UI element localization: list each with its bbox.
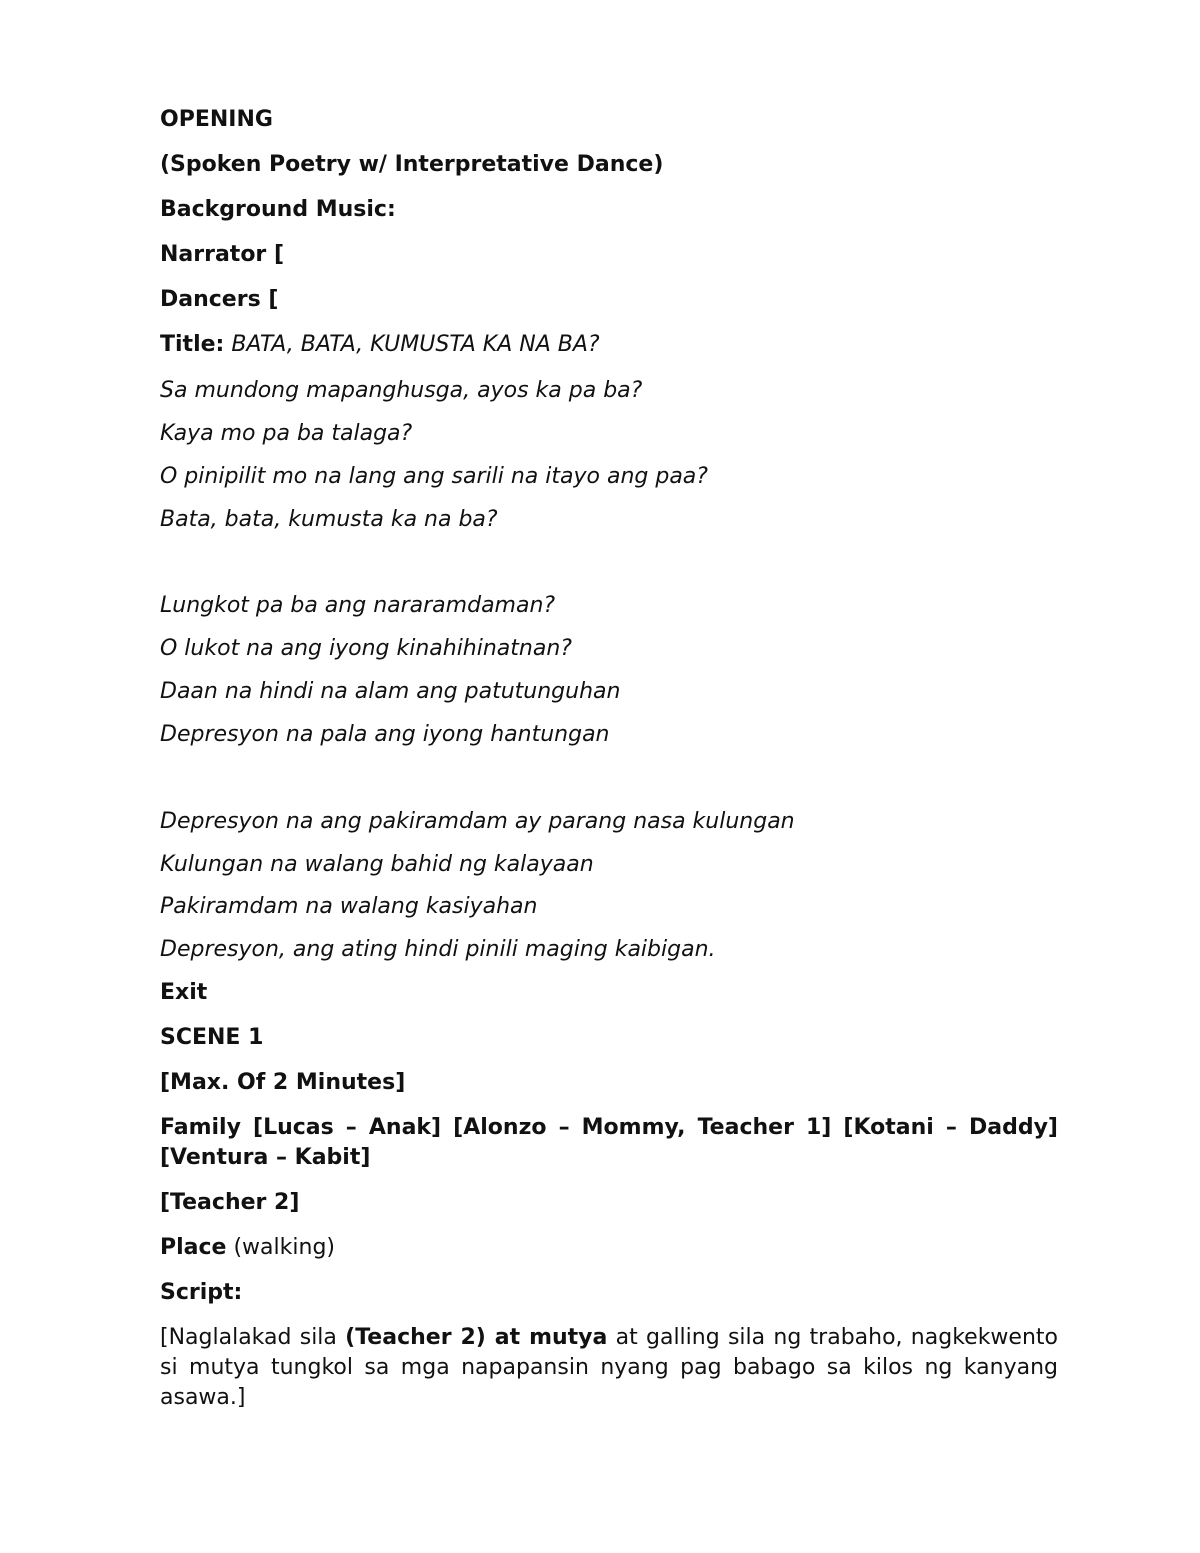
background-music-label: Background Music: bbox=[160, 197, 396, 222]
script-rest: at galling sila ng trabaho, nagkekwento si mutya tungkol sa mga napapansin nyang pag babago sa kilos ng kanyang asawa.] bbox=[160, 1325, 1058, 1410]
opening-subheading: (Spoken Poetry w/ Interpretative Dance) bbox=[160, 152, 664, 177]
narrator-label: Narrator [ bbox=[160, 242, 284, 267]
poem-line: Depresyon, ang ating hindi pinili maging kaibigan. bbox=[160, 937, 716, 962]
scene1-duration: [Max. Of 2 Minutes] bbox=[160, 1070, 406, 1095]
scene1-heading: SCENE 1 bbox=[160, 1025, 264, 1050]
exit-label: Exit bbox=[160, 980, 208, 1005]
document-page bbox=[160, 0, 1058, 1553]
scene1-teacher2: [Teacher 2] bbox=[160, 1190, 300, 1215]
title-label: Title: bbox=[160, 332, 225, 357]
poem-title: BATA, BATA, KUMUSTA KA NA BA? bbox=[231, 332, 600, 357]
script-open: [Naglalakad sila bbox=[160, 1325, 346, 1350]
poem-line: Daan na hindi na alam ang patutunguhan bbox=[160, 679, 621, 704]
poem-line: O lukot na ang iyong kinahihinatnan? bbox=[160, 636, 572, 661]
script-bold: (Teacher 2) at mutya bbox=[345, 1325, 608, 1350]
poem-line: Pakiramdam na walang kasiyahan bbox=[160, 894, 538, 919]
scene1-family: Family [Lucas – Anak] [Alonzo – Mommy, Teacher 1] [Kotani – Daddy] [Ventura – Kabit] bbox=[160, 1115, 1058, 1170]
place-label: Place bbox=[160, 1235, 227, 1260]
poem-line: O pinipilit mo na lang ang sarili na itayo ang paa? bbox=[160, 464, 708, 489]
place-value: (walking) bbox=[226, 1235, 335, 1260]
dancers-label: Dancers [ bbox=[160, 287, 279, 312]
poem-line: Kaya mo pa ba talaga? bbox=[160, 421, 413, 446]
poem-title-line bbox=[160, 330, 600, 360]
opening-heading: OPENING bbox=[160, 107, 273, 132]
poem-line: Depresyon na pala ang iyong hantungan bbox=[160, 722, 610, 747]
poem-line: Kulungan na walang bahid ng kalayaan bbox=[160, 852, 594, 877]
poem-line: Lungkot pa ba ang nararamdaman? bbox=[160, 593, 556, 618]
script-label: Script: bbox=[160, 1280, 243, 1305]
script-paragraph bbox=[160, 1323, 1058, 1413]
place-line bbox=[160, 1233, 335, 1263]
poem-line: Sa mundong mapanghusga, ayos ka pa ba? bbox=[160, 378, 643, 403]
poem-line: Bata, bata, kumusta ka na ba? bbox=[160, 507, 498, 532]
poem-line: Depresyon na ang pakiramdam ay parang nasa kulungan bbox=[160, 809, 795, 834]
